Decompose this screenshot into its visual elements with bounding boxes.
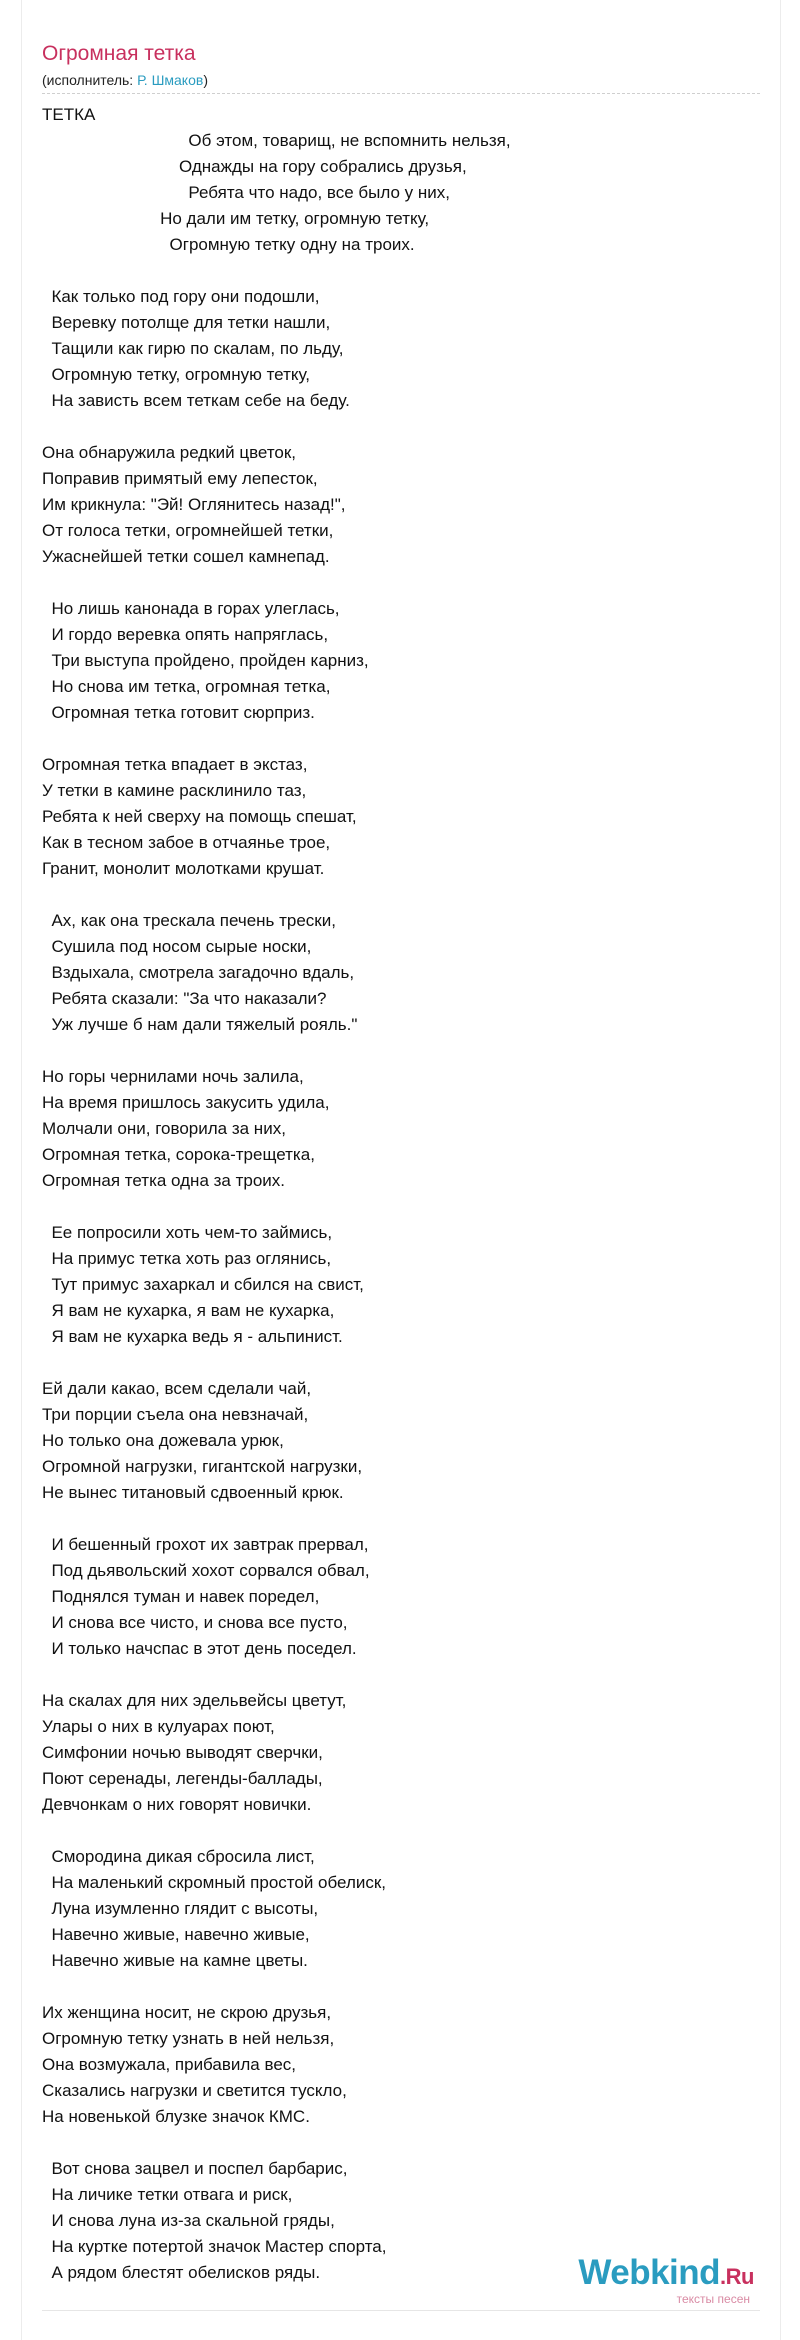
logo-wordmark xyxy=(578,2254,754,2296)
artist-prefix: (исполнитель: xyxy=(42,72,138,88)
site-logo[interactable] xyxy=(578,2254,754,2306)
artist-line xyxy=(42,72,208,88)
artist-link[interactable]: Р. Шмаков xyxy=(137,72,204,88)
song-title: Огромная тетка xyxy=(42,42,196,65)
title-divider xyxy=(42,93,760,94)
logo-suffix: .Ru xyxy=(720,2264,754,2289)
bottom-divider xyxy=(42,2310,760,2311)
page-container xyxy=(21,0,781,2340)
logo-tagline: тексты песен xyxy=(676,2292,750,2306)
lyrics-text: ТЕТКА Об этом, товарищ, не вспомнить нельзя, Однажды на гору собрались друзья, Ребята что надо, все было у них, Но дали им тетку, огромную тетку, Огромную тетку одну на троих. Как только под гору они подошли, Веревку потолще для тетки нашли, Тащили как гирю по скалам, по льду, Огромную тетку, огромную тетку, На зависть всем теткам себе на беду. Она обнаружила редкий цветок, Поправив примятый ему лепесток, Им крикнула: "Эй! Оглянитесь назад!", От голоса тетки, огромнейшей тетки, Ужаснейшей тетки сошел камнепад. Но лишь канонада в горах улеглась, И гордо веревка опять напряглась, Три выступа пройдено, пройден карниз, Но снова им тетка, огромная тетка, Огромная тетка готовит сюрприз. Огромная тетка впадает в экстаз, У тетки в камине расклинило таз, Ребята к ней сверху на помощь спешат, Как в тесном забое в отчаянье трое, Гранит, монолит молотками крушат. Ах, как она трескала печень трески, Сушила под носом сырые носки, Вздыхала, смотрела загадочно вдаль, Ребята сказали: "За что наказали? Уж лучше б нам дали тяжелый рояль." Но горы чернилами ночь залила, На время пришлось закусить удила, Молчали они, говорила за них, Огромная тетка, сорока-трещетка, Огромная тетка одна за троих. Ее попросили хоть чем-то займись, На примус тетка хоть раз оглянись, Тут примус захаркал и сбился на свист, Я вам не кухарка, я вам не кухарка, Я вам не кухарка ведь я - альпинист. Ей дали какао, всем сделали чай, Три порции съела она невзначай, Но только она дожевала урюк, Огромной нагрузки, гигантской нагрузки, Не вынес титановый сдвоенный крюк. И бешенный грохот их завтрак прервал, Под дьявольский хохот сорвался обвал, Поднялся туман и навек поредел, И снова все чисто, и снова все пусто, И только начспас в этот день поседел. На скалах для них эдельвейсы цветут, Улары о них в кулуарах поют, Симфонии ночью выводят сверчки, Поют серенады, легенды-баллады, Девчонкам о них говорят новички. Смородина дикая сбросила лист, На маленький скромный простой обелиск, Луна изумленно глядит с высоты, Навечно живые, навечно живые, Навечно живые на камне цветы. Их женщина носит, не скрою друзья, Огромную тетку узнать в ней нельзя, Она возмужала, прибавила вес, Сказались нагрузки и светится тускло, На новенькой блузке значок КМС. Вот снова зацвел и поспел барбарис, На личике тетки отвага и риск, И снова луна из-за скальной гряды, На куртке потертой значок Мастер спорта, А рядом блестят обелисков ряды. xyxy=(42,105,511,2282)
logo-main-text: Webkind xyxy=(578,2253,721,2292)
artist-suffix: ) xyxy=(203,72,208,88)
